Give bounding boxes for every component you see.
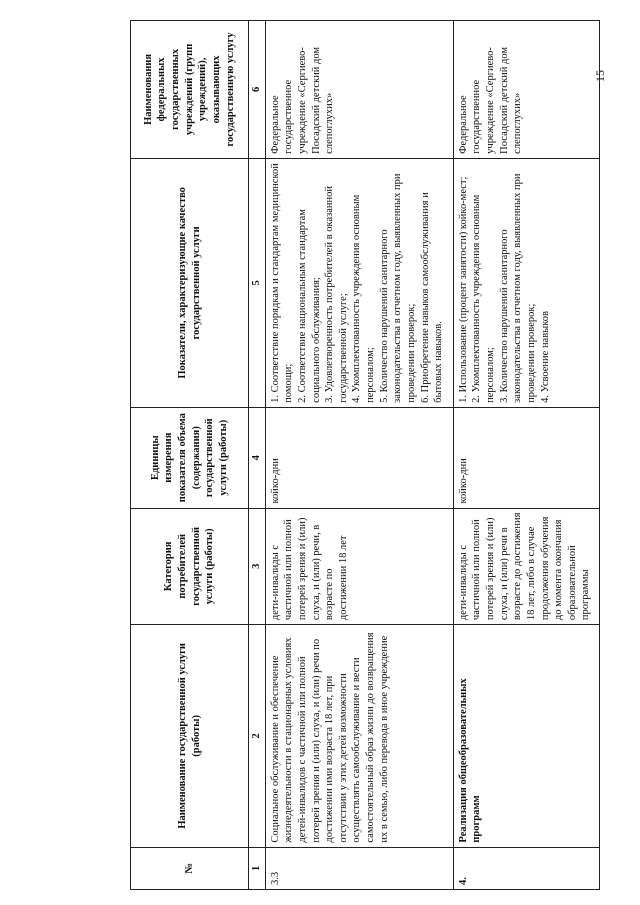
column-number: 5 xyxy=(249,158,266,407)
column-number: 4 xyxy=(249,407,266,508)
indicator-item: 3. Количество нарушений санитарного законодательства в отчетном году, выявленных при проведении проверок; xyxy=(498,173,537,403)
header-institution: Наименования федеральных государственных учреждений (групп учреждений), оказывающих государственную услугу xyxy=(131,21,249,159)
indicator-item: 6. Приобретение навыков самообслуживания и бытовых навыков. xyxy=(419,192,445,403)
row-unit: койко-дни xyxy=(453,407,599,508)
header-unit: Единицы измерения показателя объема (содержания) государственной услуги (работы) xyxy=(131,407,249,508)
indicator-item: 4. Усвоение навыков xyxy=(539,310,551,403)
rotated-table-container xyxy=(130,20,600,890)
header-category: Категория потребителей государственной услуги (работы) xyxy=(131,508,249,625)
table-row xyxy=(453,21,599,890)
column-number: 1 xyxy=(249,847,266,889)
row-category: дети-инвалиды с частичной или полной потерей зрения и (или) слуха, и (или) речи в возрасте до достижения 18 лет, либо в случае продолжения обучения до момента окончания образовательной программы xyxy=(453,508,599,625)
row-num: 3.3 xyxy=(265,847,453,889)
indicator-item: 3. Удовлетворенность потребителей в оказанной государственной услуге; xyxy=(324,185,349,403)
indicator-item: 5. Количество нарушений санитарного законодательства в отчетном году, выявленных при проведении проверок; xyxy=(378,173,418,403)
row-indicators xyxy=(453,158,599,407)
indicator-item: 4. Укомплектованность учреждения основным персоналом; xyxy=(351,194,377,403)
indicator-item: 1. Соответствие порядкам и стандартам медицинской помощи; xyxy=(269,163,295,403)
table-row xyxy=(265,21,453,890)
row-institution: Федеральное государственное учреждение «Сергиево-Посадский детский дом слепоглухих» xyxy=(265,21,453,159)
column-number-row xyxy=(249,21,266,890)
indicator-item: 2. Соответствие национальным стандартам социального обслуживания; xyxy=(296,209,322,403)
indicator-item: 2. Укомплектованность учреждения основным персоналом; xyxy=(471,194,496,403)
column-number: 3 xyxy=(249,508,266,625)
header-indicators: Показатели, характеризующие качество государственной услуги xyxy=(131,158,249,407)
header-num: № xyxy=(131,847,249,889)
header-service: Наименование государственной услуги (работы) xyxy=(131,625,249,848)
column-number: 6 xyxy=(249,21,266,159)
row-category: дети-инвалиды с частичной или полной потерей зрения и (или) слуха, и (или) речи, в возрасте по достижении 18 лет xyxy=(265,508,453,625)
row-institution: Федеральное государственное учреждение «Сергиево-Посадский детский дом слепоглухих» xyxy=(453,21,599,159)
row-indicators xyxy=(265,158,453,407)
row-unit: койко-дни xyxy=(265,407,453,508)
page-number: 15 xyxy=(593,70,607,82)
row-service: Реализация общеобразовательных программ xyxy=(453,625,599,848)
header-row xyxy=(131,21,249,890)
row-num: 4. xyxy=(453,847,599,889)
services-table xyxy=(130,20,600,890)
indicator-item: 1. Использование (процент занятости) койко-мест; xyxy=(457,176,469,403)
column-number: 2 xyxy=(249,625,266,848)
row-service: Социальное обслуживание и обеспечение жизнедеятельности в стационарных условиях детей-инвалидов с частичной или полной потерей зрения и (или) слуха, и (или) речи по достижении ими возраста 18 лет, при отсутствии у этих детей возможности осуществлять самообслуживание и вести самостоятельный образ жизни до возвращения их в семью, либо перевода в иное учреждение xyxy=(265,625,453,848)
